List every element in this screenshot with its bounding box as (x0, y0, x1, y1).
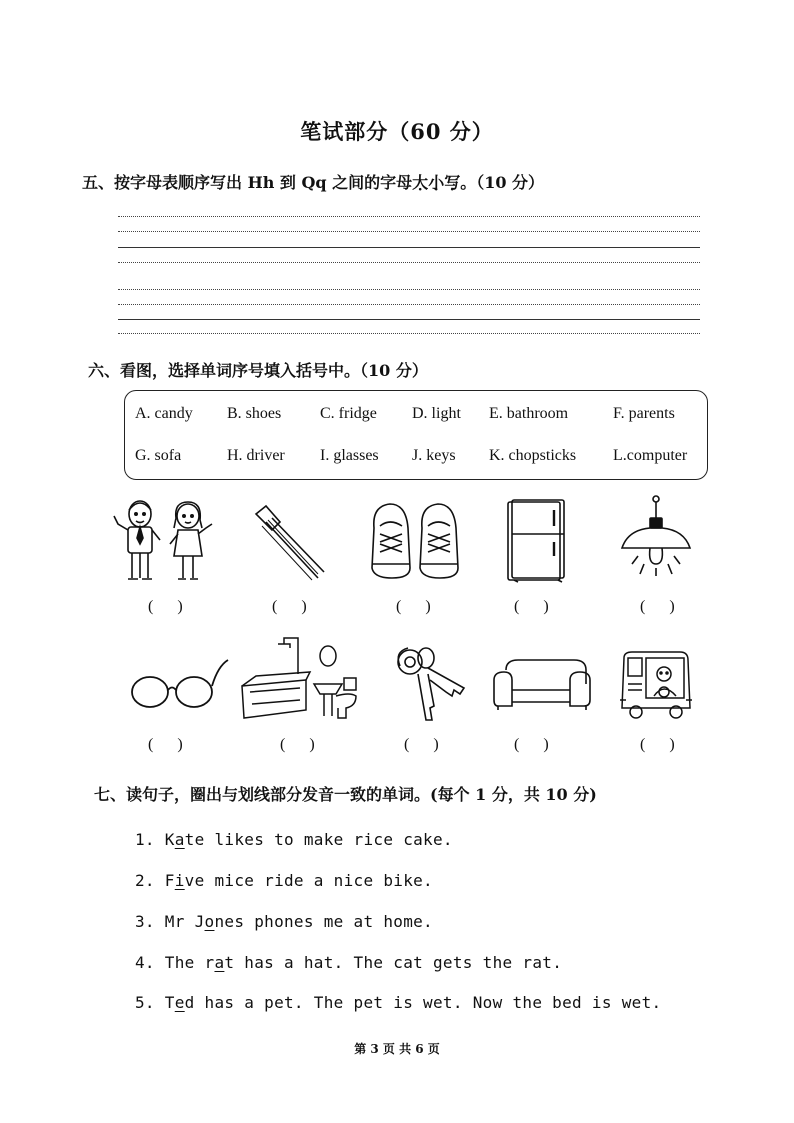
answer-blank[interactable]: ( ) (396, 598, 431, 615)
sentence-2[interactable]: 2. Five mice ride a nice bike. (135, 871, 433, 890)
word-bank (124, 390, 708, 480)
answer-blank[interactable]: ( ) (280, 736, 315, 753)
answer-blank[interactable]: ( ) (514, 736, 549, 753)
writing-lines[interactable] (118, 212, 700, 342)
emphasis-char: 小 (428, 173, 445, 192)
underlined-letter: e (174, 993, 185, 1012)
glasses-picture (128, 652, 232, 712)
sentence-4[interactable]: 4. The rat has a hat. The cat gets the rat. (135, 953, 563, 972)
shoes-picture (366, 498, 466, 582)
word-option: J. keys (412, 447, 456, 464)
answer-blank[interactable]: ( ) (404, 736, 439, 753)
word-option: A. candy (135, 405, 193, 422)
word-option: G. sofa (135, 447, 182, 464)
answer-blank[interactable]: ( ) (640, 598, 675, 615)
section-5-heading: 五、按字母表顺序写出 Hh 到 Qq 之间的字母大小写。（10 分） (82, 170, 544, 193)
word-option: D. light (412, 405, 461, 422)
emphasis-char: 大 (412, 173, 429, 192)
driver-picture (618, 650, 694, 724)
emphasis-char: 写 (444, 173, 461, 192)
answer-blank[interactable]: ( ) (148, 736, 183, 753)
sofa-picture (490, 656, 594, 714)
answer-blank[interactable]: ( ) (640, 736, 675, 753)
underlined-letter: i (174, 871, 185, 890)
sentence-3[interactable]: 3. Mr Jones phones me at home. (135, 912, 433, 931)
page-title: 笔试部分（60 分） (300, 119, 494, 144)
bathroom-picture (238, 634, 362, 720)
page-footer: 第 3 页 共 6 页 (354, 1042, 440, 1056)
word-option: C. fridge (320, 405, 377, 422)
underlined-letter: a (174, 830, 185, 849)
fridge-picture (500, 496, 570, 584)
section-6-heading: 六、看图，选择单词序号填入括号中。（10 分） (88, 361, 428, 380)
word-option: K. chopsticks (489, 447, 577, 464)
word-option: E. bathroom (489, 405, 569, 422)
answer-blank[interactable]: ( ) (148, 598, 183, 615)
chopsticks-picture (250, 500, 330, 582)
word-option: F. parents (613, 405, 675, 422)
answer-blank[interactable]: ( ) (272, 598, 307, 615)
word-option: L.computer (613, 447, 688, 464)
word-option: I. glasses (320, 447, 379, 464)
section-7-heading: 七、读句子，圈出与划线部分发音一致的单词。(每个 1 分，共 10 分) (94, 785, 597, 804)
word-option: B. shoes (227, 405, 282, 422)
parents-picture (108, 496, 226, 584)
underlined-letter: o (204, 912, 215, 931)
sentence-5[interactable]: 5. Ted has a pet. The pet is wet. Now the bed is wet. (135, 993, 662, 1012)
word-option: H. driver (227, 447, 285, 464)
light-picture (616, 494, 696, 584)
underlined-letter: a (214, 953, 225, 972)
answer-blank[interactable]: ( ) (514, 598, 549, 615)
keys-picture (388, 640, 468, 726)
sentence-1[interactable]: 1. Kate likes to make rice cake. (135, 830, 453, 849)
